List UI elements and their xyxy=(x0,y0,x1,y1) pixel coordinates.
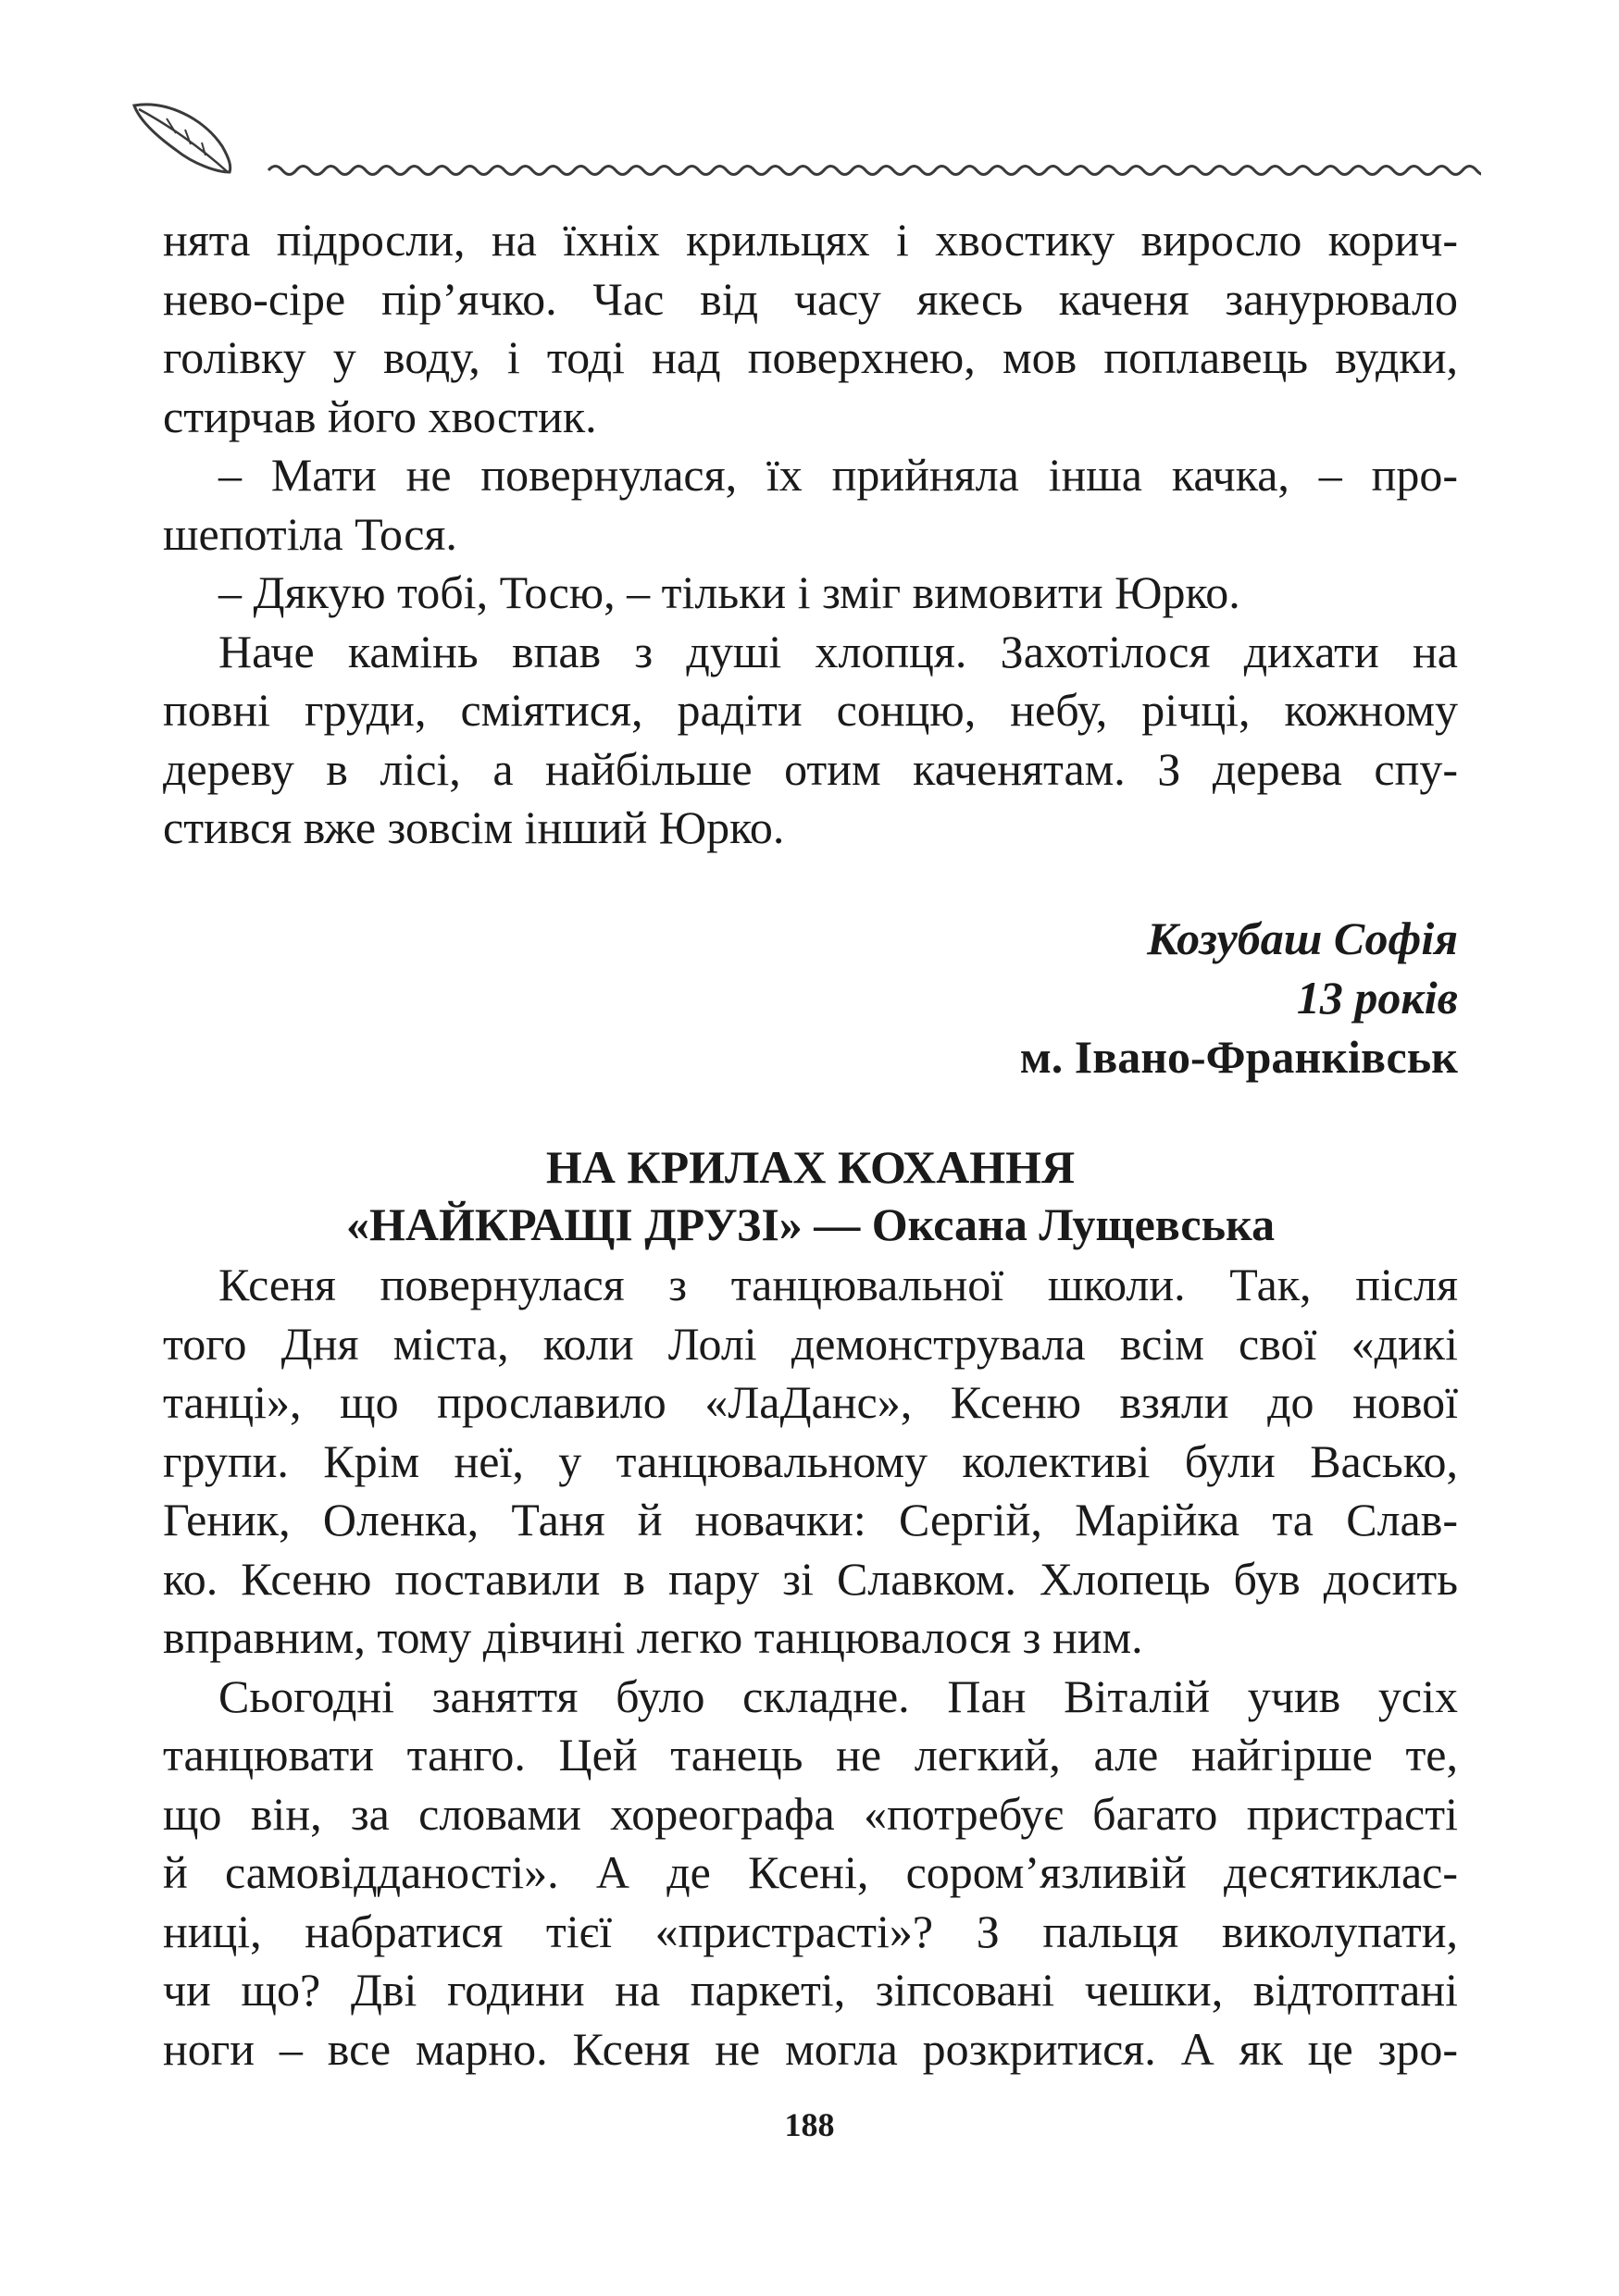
text-line: ноги – все марно. Ксеня не могла розкритися. А як це зро- xyxy=(163,2022,1458,2075)
page-number: 188 xyxy=(784,2106,835,2143)
text-line: стирчав його хвостик. xyxy=(163,390,597,442)
text-line: голівку у воду, і тоді над поверхнею, мов поплавець вудки, xyxy=(163,331,1458,383)
text-line: стився вже зовсім інший Юрко. xyxy=(163,801,785,853)
text-line: нево-сіре пір’ячко. Час від часу якесь каченя занурювало xyxy=(163,272,1458,325)
story2-subtitle: «НАЙКРАЩІ ДРУЗІ» — Оксана Лущевська xyxy=(345,1198,1276,1250)
text-line: – Мати не повернулася, їх прийняла інша качка, – про- xyxy=(218,449,1458,501)
text-line: повні груди, сміятися, радіти сонцю, небу, річці, кожному xyxy=(163,684,1458,736)
quill-feather-icon xyxy=(134,105,230,172)
text-line: Наче камінь впав з душі хлопця. Захотілося дихати на xyxy=(218,625,1458,677)
story2-title: НА КРИЛАХ КОХАННЯ xyxy=(545,1141,1076,1193)
text-line: й самовідданості». А де Ксені, сором’язливій десятиклас- xyxy=(163,1846,1458,1898)
text-line: чи що? Дві години на паркеті, зіпсовані чешки, відтоптані xyxy=(163,1964,1458,2016)
text-line: дереву в лісі, а найбільше отим каченятам. З дерева спу- xyxy=(163,742,1458,795)
text-line: танці», що прославило «ЛаДанс», Ксеню взяли до нової xyxy=(163,1376,1458,1428)
text-line: ниці, набратися тієї «пристрасті»? З пальця виколупати, xyxy=(163,1905,1458,1957)
text-line: того Дня міста, коли Лолі демонструвала всім свої «дикі xyxy=(163,1317,1458,1370)
author-city: м. Івано-Франківськ xyxy=(1019,1031,1458,1083)
author-age: 13 років xyxy=(1296,972,1458,1024)
text-line: групи. Крім неї, у танцювальному колективі були Васько, xyxy=(163,1434,1458,1487)
author-name: Козубаш Софія xyxy=(1147,912,1458,964)
text-line: танцювати танго. Цей танець не легкий, але найгірше те, xyxy=(163,1729,1458,1781)
text-line: вправним, тому дівчині легко танцювалося з ним. xyxy=(163,1611,1143,1663)
text-line: шепотіла Тося. xyxy=(163,507,457,560)
text-line: Ксеня повернулася з танцювальної школи. Так, після xyxy=(218,1259,1458,1310)
text-line: що він, за словами хореографа «потребує багато пристрасті xyxy=(163,1787,1458,1840)
text-line: нята підросли, на їхніх крильцях і хвостику виросло корич- xyxy=(163,214,1458,266)
text-line: Сьогодні заняття було складне. Пан Віталій учив усіх xyxy=(218,1669,1458,1722)
wavy-line-icon xyxy=(268,167,1481,175)
text-line: ко. Ксеню поставили в пару зі Славком. Хлопець був досить xyxy=(163,1552,1458,1605)
text-line: Геник, Оленка, Таня й новачки: Сергій, Марійка та Слав- xyxy=(163,1494,1458,1545)
header-ornament xyxy=(130,93,1481,185)
text-line: – Дякую тобі, Тосю, – тільки і зміг вимовити Юрко. xyxy=(218,566,1240,618)
